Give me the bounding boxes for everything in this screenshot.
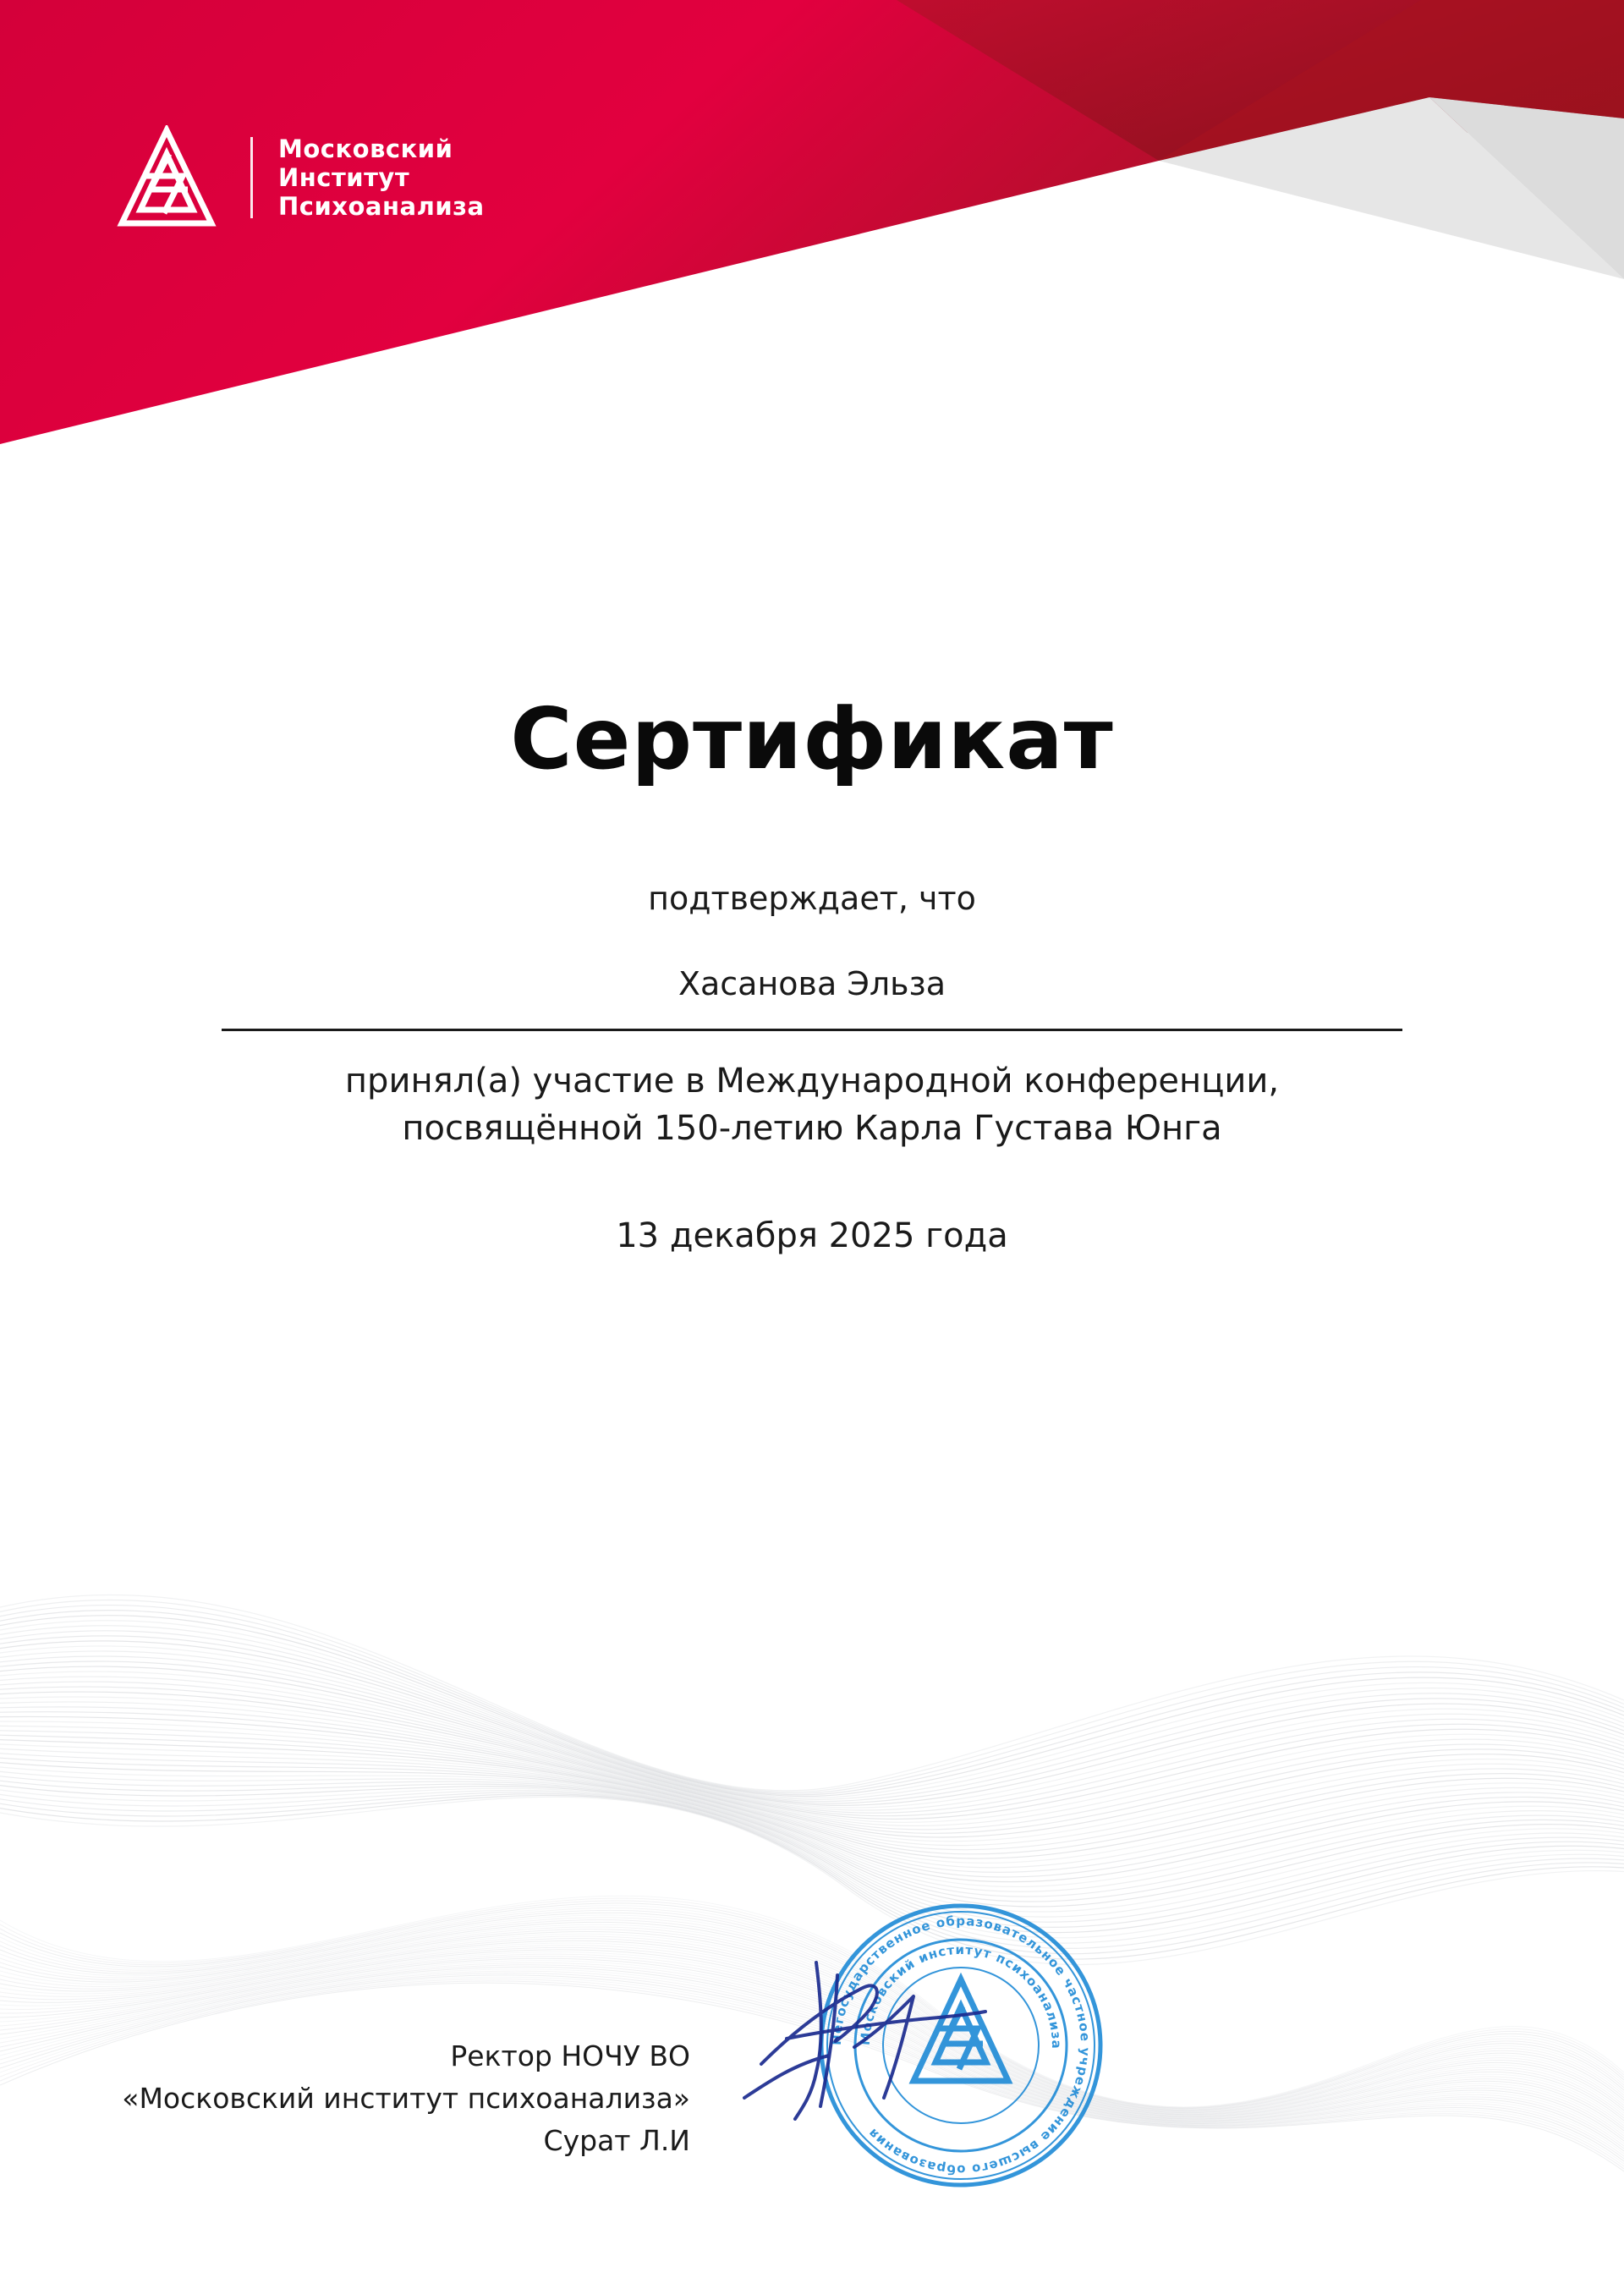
participation-line-2: посвящённой 150-летию Карла Густава Юнга [402, 1109, 1222, 1148]
signatory-organization: «Московский институт психоанализа» [122, 2082, 690, 2115]
logo-line-1: Московский [278, 134, 453, 163]
signatory-name: Сурат Л.И [543, 2124, 690, 2157]
logo-line-2: Институт [278, 163, 410, 192]
participation-line-1: принял(а) участие в Международной конференции, [344, 1062, 1280, 1101]
signatory-position: Ректор НОЧУ ВО [450, 2039, 690, 2072]
signatory-block [122, 2035, 690, 2162]
confirms-text: подтверждает, что [648, 880, 976, 917]
logo-separator [250, 137, 253, 218]
institute-logo [117, 125, 485, 230]
event-date: 13 декабря 2025 года [616, 1216, 1008, 1255]
svg-text:Негосударственное образователь: Негосударственное образовательное частное учреждение высшего образования [828, 1913, 1094, 2178]
logo-line-3: Психоанализа [278, 192, 485, 221]
rector-signature [736, 1937, 990, 2140]
certificate-title: Сертификат [510, 689, 1114, 788]
name-underline [222, 1029, 1402, 1031]
participation-text [0, 1057, 1624, 1152]
triangle-knot-logo-icon [117, 125, 217, 230]
recipient-name: Хасанова Эльза [678, 965, 946, 1002]
logo-text [278, 134, 485, 221]
svg-text:Московский институт психоанали: Московский институт психоанализа [857, 1941, 1065, 2050]
wave-pattern-background [0, 1480, 1624, 2289]
